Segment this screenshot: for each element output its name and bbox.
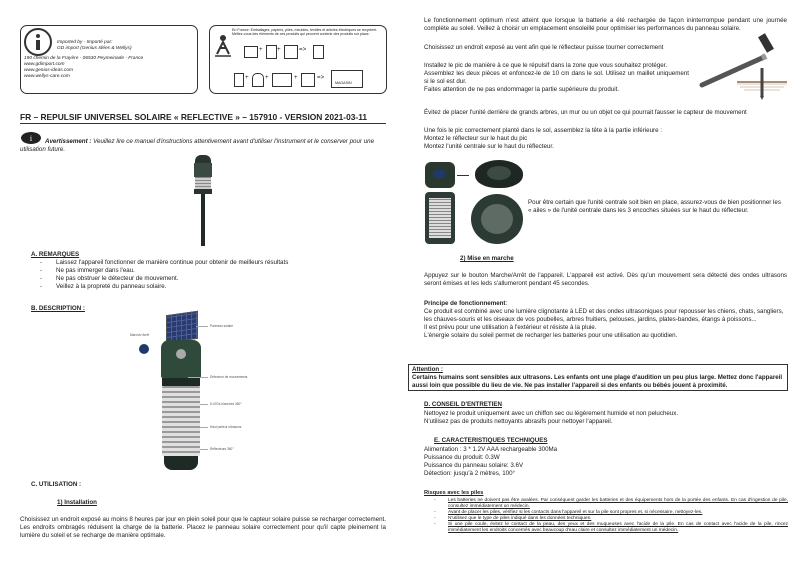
principle-heading: Principe de fonctionnement: [424, 300, 506, 307]
switch-button: [139, 344, 149, 354]
maintenance-heading: D. CONSEIL D'ENTRETIEN: [424, 401, 503, 408]
attention-text: Certains humains sont sensibles aux ultrasons. Les enfants ont une plage d'audition un peu plus large. Mettez donc l'appareil aussi loin que possible du lieu de vie. Ne pas installer l'appareil si des enfants ou bébés jouent à proximité.: [412, 374, 783, 389]
product-image: [191, 155, 215, 250]
utilisation-heading-text: C. UTILISATION :: [31, 481, 82, 488]
battery-icon: [234, 73, 244, 87]
importer-box: [20, 25, 198, 94]
tool-icon: [301, 73, 315, 87]
list-item: - Avant de placer les piles, vérifiez si les contacts dans l'appareil et sur la pile sont propres et, si nécessaire, nettoyez-les.: [424, 510, 788, 516]
label-switch: Marche/ Arrêt: [130, 333, 150, 337]
installation-heading: 1) Installation: [57, 499, 97, 506]
attention-label: Attention :: [412, 366, 443, 373]
store-label: MAGASIN: [335, 81, 352, 85]
list-item: - Laissez l'appareil fonctionner de manière continue pour obtenir de meilleurs résultats: [30, 259, 380, 267]
install-para-1: Installez le pic de manière à ce que le répulsif dans la zone que vous souhaitez protéger.: [424, 62, 668, 69]
utilisation-heading: [31, 481, 81, 489]
triman-icon: [213, 32, 233, 58]
right-para-1: Le fonctionnement optimum n'est atteint que lorsque la batterie a été rechargée de façon ininterrompue pendant une journée complète au soleil. Veillez à choisir un emplacement ensoleillé pour optimiser les performances du panneau solaire.: [424, 17, 787, 32]
warning: [20, 138, 386, 154]
importer-line1: Imported by - Importé par:: [57, 40, 113, 45]
importer-line2: GD import (Genius Idées & Wellys): [57, 46, 132, 51]
reflector: [162, 386, 200, 456]
assembly-para-3: Montez l'unité centrale sur le haut du réflecteur.: [424, 143, 554, 150]
importer-website-1: www.gdimport.com: [24, 62, 65, 67]
warning-label: Avertissement :: [45, 138, 92, 145]
principle-colon: :: [505, 300, 508, 307]
power-on-heading: 2) Mise en marche: [460, 255, 514, 262]
svg-text:i: i: [29, 134, 33, 143]
info-icon: [24, 28, 52, 56]
list-item: - Ne pas immerger dans l'eau.: [30, 267, 380, 275]
principle-para-1: Ce produit est combiné avec une lumière clignotante à LED et des ondes ultrasoniques pour repousser les chiens, chats, sangliers, les chauves-souris et les oiseaux de vos poubelles, arbres fruitiers, pelouses, jardins, plates-bandes, étangs à poissons...: [424, 308, 784, 323]
page-title: FR – REPULSIF UNIVERSEL SOLAIRE « REFLECTIVE » – 157910 - VERSION 2021-03-11: [20, 112, 368, 122]
list-item: - Ne pas obstruer le détecteur de mouvement.: [30, 275, 380, 283]
attention-box: [408, 364, 788, 391]
specs-list: [424, 446, 787, 478]
motion-detector: [176, 349, 186, 359]
principle-para-2: Il est prévu pour une utilisation à l'extérieur et résiste à la pluie.: [424, 324, 597, 331]
principle-para-3: L'énergie solaire du soleil permet de recharger les batteries pour une utilisation au quotidien.: [424, 332, 678, 339]
recycling-text-1: En France: Emballages, papiers, piles, meubles, textiles et articles électriques se recyclent.: [232, 28, 378, 32]
assembly-photo-bottom: [425, 192, 525, 247]
label-solar-panel: Panneau solaire: [210, 324, 234, 328]
store-icon: [331, 70, 363, 88]
description-heading: B. DESCRIPTION :: [31, 305, 85, 312]
assembly-para-1: Une fois le pic correctement planté dans le sol, assemblez la tête à la partie inférieure :: [424, 127, 662, 134]
list-item: - N'utilisez que le type de piles indiqué dans les données techniques.: [424, 516, 788, 522]
spec-line: Détection: jusqu'à 2 mètres, 100°: [424, 470, 516, 477]
recycling-text-2: Méfiez-vous des éléments de ces produits qui peuvent contenir des produits sur place.: [232, 32, 370, 37]
stake-illustration: [692, 30, 792, 100]
importer-website-2: www.genius-ideas.com: [24, 68, 74, 73]
importer-website-3: www.wellys-care.com: [24, 74, 70, 79]
list-item: - Si une pile coule, évitez le contact de la peau, des yeux et des muqueuses avec l'acide de la pile. En cas de contact avec l'acide de la pile, rincez immédiatement les endroits concernés avec beaucoup d'eau claire et consultez immédiatement un médecin.: [424, 522, 788, 534]
importer-address: 190 chemin de la Frayère - 06530 Peymeinade - France: [24, 56, 144, 61]
spec-line: Puissance du panneau solaire: 3.6V: [424, 462, 524, 469]
list-item: - Veillez à la propreté du panneau solaire.: [30, 283, 380, 291]
principle-section: [424, 300, 787, 340]
bin-icon: [313, 45, 324, 59]
title-rule: [20, 123, 386, 124]
assembly-photo-top: [425, 160, 525, 190]
remarks-heading: A. REMARQUES: [31, 251, 80, 258]
risks-list: [424, 498, 788, 534]
remarks-list: [30, 259, 380, 291]
install-para-2: Assemblez les deux pièces et enfoncez-le de 10 cm dans le sol. Utilisez un maillet uniquement si le sol est dur.: [424, 70, 689, 85]
install-instructions: [424, 62, 689, 94]
right-para-11: Appuyez sur le bouton Marche/Arrêt de l'appareil. L'appareil est activé. Dès qu'un mouvement sera détecté des ondes ultrasons seront émises et les leds s'allumeront pendant 45 secondes.: [424, 272, 787, 287]
right-para-10: Pour être certain que l'unité centrale soit bien en place, assurez-vous de bien positionner les « ailes » de l'unité centrale dans les 3 encoches situées sur le haut du réflecteur.: [528, 199, 781, 214]
spec-line: Puissance du produit: 0.3W: [424, 454, 500, 461]
lamp-icon: [252, 73, 264, 87]
list-item: - Les batteries ne doivent pas être avalées. Par conséquent garder les batteries et des équipements hors de la portée des enfants. En cas d'ingestion de pile, consultez immédiatement un médecin.: [424, 498, 788, 510]
label-ultrasound: Haut parleur ultrasons: [210, 425, 242, 429]
risks-heading: Risques avec les piles: [424, 490, 484, 496]
maintenance-text: [424, 410, 787, 426]
installation-text: Choisissez un endroit exposé au moins 8 heures par jour en plein soleil pour que le capteur solaire puisse se recharger correctement. Les endroits ombragés réduisent la charge de la batterie. Placez le panneau solaire correctement pour qu'il capte pleinement la lumière du soleil et se recharge de manière optimale.: [20, 516, 386, 539]
paper-icon: [266, 45, 277, 59]
box-icon: [284, 45, 298, 59]
maintenance-line-2: N'utilisez pas de produits nettoyants abrasifs pour nettoyer l'appareil.: [424, 418, 613, 425]
specs-heading: E. CARACTERISTIQUES TECHNIQUES: [434, 437, 548, 444]
label-led: 6 LEDs blanches 360°: [210, 402, 242, 406]
recycling-box: En France: Emballages, papiers, piles, meubles, textiles et articles électriques se recyclent. Méfiez-vous des éléments de ces produits qui peuvent contenir des produits sur place. + + => + + + => MAGASIN: [209, 25, 387, 94]
right-para-2: Choisissez un endroit exposé au vent afin que le réflecteur puisse tourner correctement: [424, 44, 664, 51]
right-para-6: Évitez de placer l'unité derrière de grands arbres, un mur ou un objet ce qui pourrait fausser le capteur de mouvement: [424, 109, 747, 116]
device-diagram: [130, 310, 270, 478]
packaging-icon: [244, 46, 258, 58]
assembly-para-2: Montez le réflecteur sur le haut du pic: [424, 135, 528, 142]
label-detector: Détecteur de mouvements: [210, 375, 248, 379]
assembly-instructions: [424, 127, 787, 151]
maintenance-line-1: Nettoyez le produit uniquement avec un chiffon sec ou légèrement humide et non pelucheux.: [424, 410, 679, 417]
install-para-3: Faites attention de ne pas endommager la partie supérieure du produit.: [424, 86, 620, 93]
spec-line: Alimentation : 3 * 1.2V AAA rechargeable 300Ma: [424, 446, 558, 453]
warning-text: Veuillez lire ce manuel d'instructions attentivement avant d'utiliser l'instrument et le conserver pour une utilisation future.: [20, 138, 375, 153]
appliance-icon: [272, 73, 292, 87]
label-reflector: Réflecteurs 360°: [210, 447, 234, 451]
